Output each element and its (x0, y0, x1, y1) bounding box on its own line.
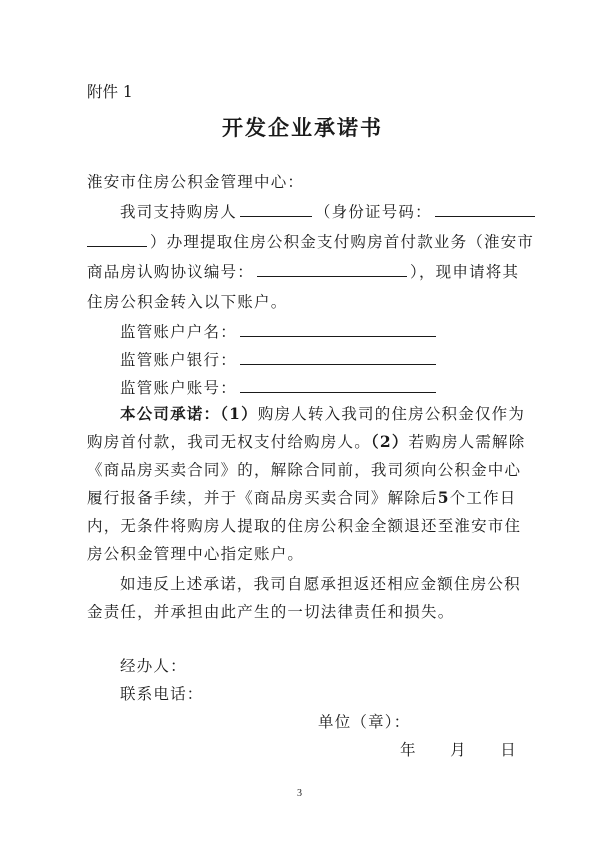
body-line-1-a: 我司支持购房人 (120, 203, 237, 221)
recipient: 淮安市住房公积金管理中心： (87, 173, 305, 191)
account-number-row (120, 376, 439, 398)
commitment-line-3: 《商品房买卖合同》的，解除合同前，我司须向公积金中心 (87, 461, 522, 479)
commitment-line-2-text: 购房首付款，我司无权支付给购房人。 (87, 433, 371, 451)
commitment-item-2: （2） (370, 432, 409, 451)
body-line-2 (87, 230, 534, 252)
account-bank-label: 监管账户银行： (120, 351, 237, 369)
attachment-label: 附件 1 (87, 83, 133, 101)
commitment-line-1-text: 购房人转入我司的住房公积金仅作为 (257, 405, 526, 423)
phone-label: 联系电话： (120, 685, 204, 703)
body-line-1 (120, 200, 538, 222)
account-bank-blank[interactable] (240, 350, 436, 365)
account-name-row (120, 320, 439, 342)
account-number-blank[interactable] (240, 378, 436, 393)
body-line-3 (87, 260, 519, 282)
commitment-heading: 本公司承诺：（1） (120, 404, 258, 423)
breach-line-1: 如违反上述承诺，我司自愿承担返还相应金额住房公积 (120, 575, 521, 593)
breach-line-2: 金责任，并承担由此产生的一切法律责任和损失。 (87, 603, 455, 621)
commitment-line-4 (87, 486, 517, 508)
page-number: 3 (297, 788, 302, 799)
commitment-line-2-tail: 若购房人需解除 (408, 433, 526, 451)
commitment-days: 5 (437, 488, 450, 507)
body-line-3-b: ），现申请将其 (410, 263, 520, 281)
body-line-2-text: ）办理提取住房公积金支付购房首付款业务（淮安市 (150, 233, 535, 251)
body-line-1-b: （身份证号码： (314, 203, 432, 221)
commitment-line-1 (120, 402, 525, 424)
account-name-blank[interactable] (240, 322, 436, 337)
handler-label: 经办人： (120, 657, 187, 675)
date-line: 年 月 日 (400, 741, 517, 759)
commitment-line-5: 内，无条件将购房人提取的住房公积金全额退还至淮安市住 (87, 517, 522, 535)
commitment-line-6: 房公积金管理中心指定账户。 (87, 545, 305, 563)
account-number-label: 监管账户账号： (120, 379, 237, 397)
document-title: 开发企业承诺书 (222, 115, 383, 140)
buyer-name-blank[interactable] (240, 202, 312, 217)
account-bank-row (120, 348, 439, 370)
body-line-4: 住房公积金转入以下账户。 (87, 293, 288, 311)
agreement-number-blank[interactable] (257, 262, 407, 277)
id-number-blank-cont[interactable] (87, 232, 147, 247)
commitment-line-2 (87, 430, 525, 452)
account-name-label: 监管账户户名： (120, 323, 237, 341)
commitment-line-4-a: 履行报备手续，并于《商品房买卖合同》解除后 (87, 489, 438, 507)
body-line-3-a: 商品房认购协议编号： (87, 263, 255, 281)
unit-seal-label: 单位（章）： (318, 713, 411, 731)
id-number-blank[interactable] (435, 202, 535, 217)
commitment-line-4-b: 个工作日 (449, 489, 517, 507)
